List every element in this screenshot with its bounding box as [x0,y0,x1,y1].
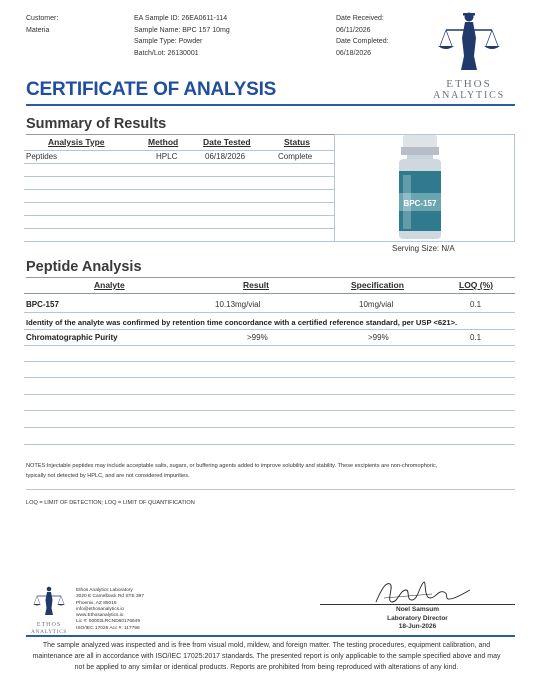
date-received: 06/11/2026 [336,26,371,34]
result-bpc157: 10.13mg/vial [215,300,261,309]
ethos-logo [414,8,524,100]
peptide-table [24,277,515,452]
lab-logo-analytics: ANALYTICS [30,629,67,635]
identity-statement: Identity of the analyte was confirmed by retention time concordance with a certified reference standard, per USP <621>. [26,318,458,327]
sample-image-box [334,134,515,242]
scales-of-justice-icon [414,8,524,74]
lab-logo [24,585,74,637]
spec-bpc157: 10mg/vial [359,300,394,309]
col-method: Method [148,137,179,147]
dates-block [336,13,389,59]
result-purity: >99% [247,333,268,342]
summary-heading: Summary of Results [26,116,167,132]
signature-date: 18-Jun-2026 [398,623,437,631]
sample-id: EA Sample ID: 26EA0611-114 [134,15,228,22]
lab-license: Lic #: 00002LRCND60176649 [76,619,141,625]
signatory-role: Laboratory Director [387,614,448,622]
footer-rule [26,635,515,637]
col-analyte: Analyte [94,280,125,290]
customer-block [26,13,58,36]
loq-purity: 0.1 [470,333,482,342]
date-received-label: Date Received: [336,15,384,22]
footer-line-1: The sample analyzed was inspected and is free from visual mold, mildew, and foreign matter. The testing procedures, equipment calibration, and [42,642,491,649]
sample-name: Sample Name: BPC 157 10mg [134,26,230,34]
summary-row-status: Complete [278,152,313,161]
lab-address-2: Phoenix, AZ 85016 [76,600,117,606]
col-date-tested: Date Tested [203,137,251,147]
analyte-purity: Chromatographic Purity [26,333,118,342]
serving-size: Serving Size: N/A [392,244,455,253]
lab-email: info@ethosanalytics.io [76,606,125,612]
vial-image [335,135,514,241]
vial-label: BPC-157 [403,199,437,208]
signatory-block [320,606,515,632]
date-completed: 06/18/2026 [336,49,372,57]
summary-row-date: 06/18/2026 [205,152,246,161]
notes-label: NOTES: [26,463,47,469]
logo-analytics: ANALYTICS [433,90,505,101]
lab-iso: ISO/IEC 17025 Acc #: 117798 [76,625,140,631]
notes-text-1: Injectable peptides may include acceptable salts, sugars, or buffering agents added to improve solubility and stability. These excipients are non-chromophoric, [46,463,438,469]
footer-line-3: not be applied to any similar or identical products. Reports are prohibited from being reproduced with alterations of any kind. [74,664,459,671]
title-rule [26,104,515,106]
footer-line-2: maintenance are all in accordance with ISO/IEC 17025:2017 standards. The presented report is only applicable to the sample specified above and may [32,653,501,660]
signature-line [320,604,515,605]
page-title: CERTIFICATE OF ANALYSIS [26,79,277,100]
date-completed-label: Date Completed: [336,38,389,46]
col-result: Result [243,280,269,290]
spec-purity: >99% [368,333,389,342]
lab-address-1: 3020 E Camelback Rd STE 397 [76,594,144,600]
summary-row-analysis: Peptides [26,152,58,161]
col-analysis-type: Analysis Type [48,137,105,147]
summary-row-method: HPLC [156,152,178,161]
customer-value: Materia [26,26,50,34]
analyte-bpc157: BPC-157 [26,300,59,309]
col-status: Status [284,137,310,147]
lab-website: www.Ethosanalytics.io [76,613,124,619]
loq-bpc157: 0.1 [470,300,482,309]
batch-lot: Batch/Lot: 26130001 [134,49,199,57]
footer-disclaimer [10,640,523,673]
summary-table [24,134,334,242]
lab-name: Ethos Analytics Laboratory [76,588,133,593]
logo-ethos: ETHOS [446,78,492,90]
sample-info-block [134,13,230,59]
notes-text-2: typically not detected by HPLC, and are not considered impurities. [26,473,190,479]
col-specification: Specification [351,280,404,290]
notes-block [26,461,516,481]
peptide-heading: Peptide Analysis [26,259,142,275]
lab-logo-ethos: ETHOS [36,622,62,628]
lab-address-block [76,588,144,632]
col-loq: LOQ (%) [459,280,493,290]
loq-definition: LOQ = LIMIT OF DETECTION; LOQ = LIMIT OF QUANTIFICATION [26,500,195,506]
sample-type: Sample Type: Powder [134,38,203,46]
customer-label: Customer: [26,15,59,22]
scales-of-justice-small-icon [24,585,74,617]
signatory-name: Noel Samsum [396,606,439,613]
